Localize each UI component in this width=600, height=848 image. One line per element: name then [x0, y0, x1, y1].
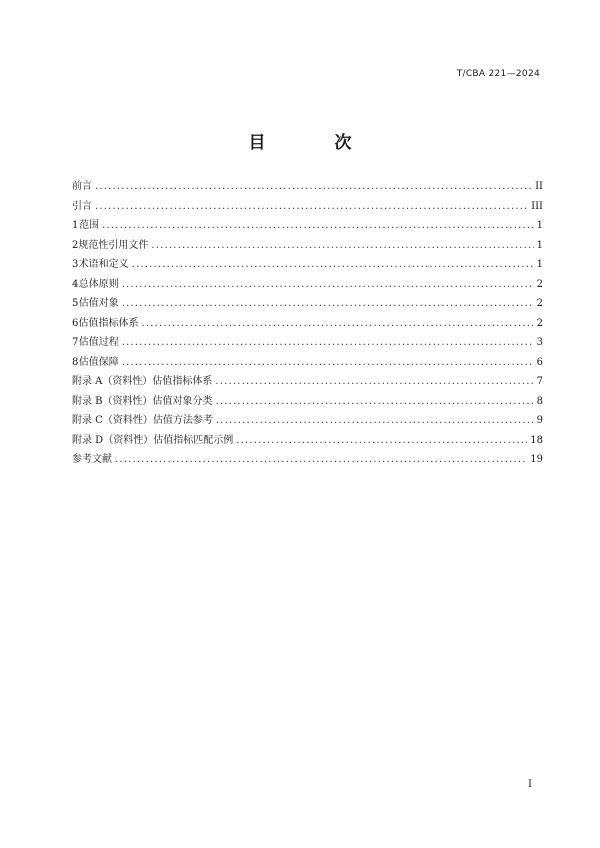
toc-entry[interactable] — [72, 411, 543, 431]
toc-entry-page: 2 — [536, 298, 543, 309]
toc-leader-dots — [122, 353, 534, 373]
toc-entry-page: 9 — [536, 415, 543, 426]
toc-entry-label: 附录 D（资料性）估值指标匹配示例 — [72, 434, 234, 446]
toc-leader-dots — [216, 411, 534, 431]
toc-entry-number: 6 — [72, 317, 79, 329]
toc-leader-dots — [216, 392, 534, 412]
toc-entry[interactable] — [72, 314, 543, 334]
page-title: 目 次 — [248, 133, 378, 153]
toc-entry-page: 2 — [536, 317, 543, 329]
toc-entry-label: 估值对象 — [78, 298, 119, 309]
toc-entry-label: 前言 — [72, 181, 92, 192]
toc-entry[interactable] — [72, 275, 543, 295]
toc-entry[interactable] — [72, 236, 543, 256]
toc-leader-dots — [122, 275, 534, 295]
toc-entry-label: 附录 A（资料性）估值指标体系 — [72, 376, 213, 387]
toc-entry[interactable] — [72, 450, 543, 470]
toc-entry-page: 6 — [536, 356, 543, 368]
toc-entry-label: 参考文献 — [72, 454, 112, 465]
toc-leader-dots — [122, 294, 534, 314]
toc-entry-number: 2 — [72, 239, 79, 251]
toc-entry-label: 总体原则 — [78, 278, 119, 290]
toc-leader-dots — [132, 255, 534, 275]
toc-entry-page: III — [531, 200, 543, 212]
toc-leader-dots — [151, 236, 533, 256]
toc-leader-dots — [215, 372, 533, 392]
toc-entry-label: 附录 B（资料性）估值对象分类 — [72, 395, 213, 407]
toc-leader-dots — [236, 431, 527, 451]
page-number: I — [528, 779, 532, 790]
toc-entry-label: 估值保障 — [78, 356, 119, 368]
toc-entry-page: 19 — [530, 454, 543, 465]
toc-entry-page: 1 — [536, 239, 543, 251]
toc-entry[interactable] — [72, 216, 543, 236]
toc-entry[interactable] — [72, 177, 543, 197]
toc-entry-label: 估值指标体系 — [78, 317, 139, 329]
toc-entry[interactable] — [72, 431, 543, 451]
toc-leader-dots — [102, 216, 534, 236]
toc-entry[interactable] — [72, 255, 543, 275]
toc-entry-number: 8 — [72, 356, 79, 368]
standard-code: T/CBA 221—2024 — [456, 69, 540, 79]
toc-entry-page: 2 — [536, 278, 543, 290]
toc-leader-dots — [95, 197, 528, 217]
toc-entry-page: 3 — [536, 337, 543, 348]
toc-entry-page: 8 — [536, 395, 543, 407]
toc-leader-dots — [122, 333, 534, 353]
toc-leader-dots — [141, 314, 533, 334]
toc-entry-number: 5 — [72, 298, 79, 309]
toc-entry-page: 1 — [536, 259, 543, 270]
toc-entry-label: 范围 — [79, 220, 100, 231]
toc-entry-page: 18 — [530, 434, 543, 446]
toc-leader-dots — [115, 450, 527, 470]
toc-entry-label: 附录 C（资料性）估值方法参考 — [72, 415, 213, 426]
toc-entry-page: 7 — [536, 376, 543, 387]
toc-entry-number: 3 — [72, 259, 79, 270]
table-of-contents — [72, 177, 543, 470]
toc-entry[interactable] — [72, 197, 543, 217]
toc-entry-page: 1 — [536, 220, 543, 231]
toc-leader-dots — [95, 177, 532, 197]
toc-entry-number: 4 — [72, 278, 79, 290]
toc-entry-page: II — [535, 181, 543, 192]
toc-entry-label: 规范性引用文件 — [78, 239, 149, 251]
toc-entry-label: 估值过程 — [78, 337, 119, 348]
toc-entry[interactable] — [72, 333, 543, 353]
toc-entry-label: 术语和定义 — [78, 259, 129, 270]
toc-entry[interactable] — [72, 294, 543, 314]
toc-entry[interactable] — [72, 372, 543, 392]
toc-entry-number: 1 — [72, 220, 79, 231]
toc-entry-label: 引言 — [72, 200, 92, 212]
toc-entry[interactable] — [72, 392, 543, 412]
toc-entry-number: 7 — [72, 337, 79, 348]
toc-entry[interactable] — [72, 353, 543, 373]
